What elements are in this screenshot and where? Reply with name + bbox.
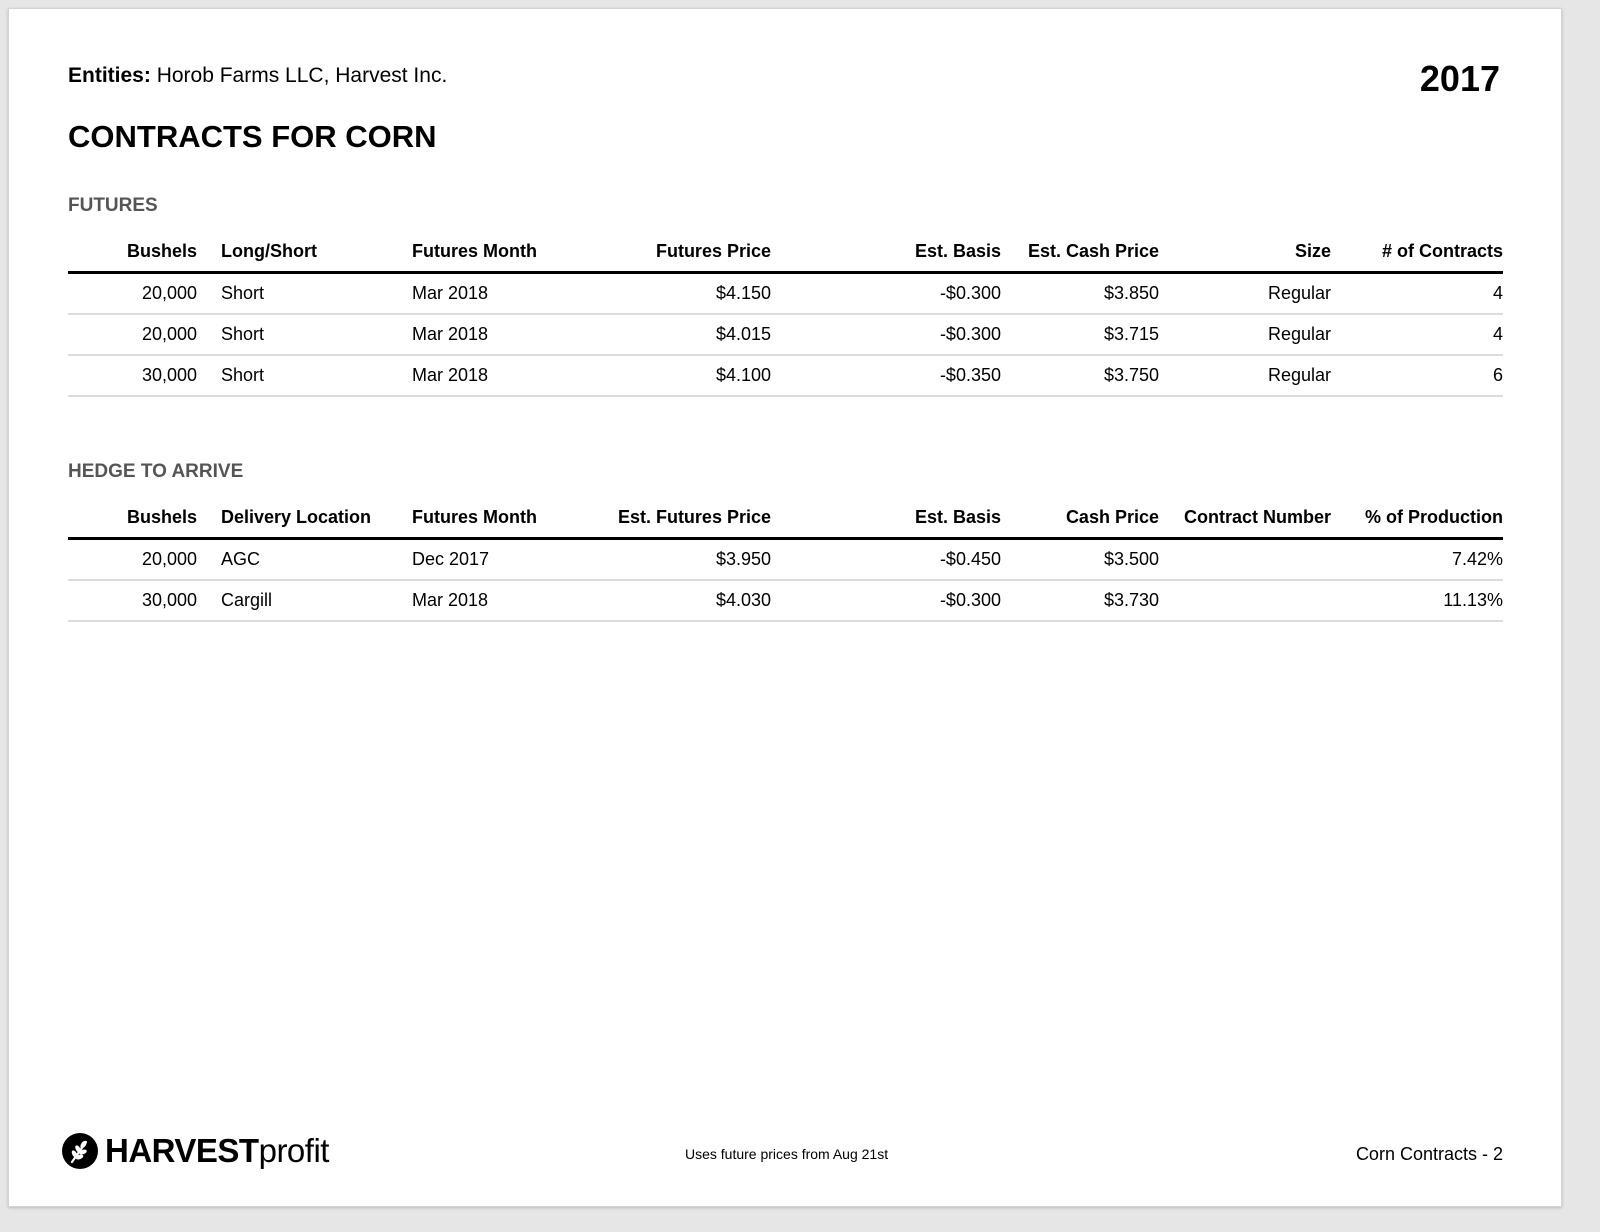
- column-header: Est. Basis: [914, 507, 1001, 527]
- page-label: Corn Contracts - 2: [1355, 1144, 1503, 1164]
- wheat-leaf-icon: [61, 1132, 99, 1170]
- column-header: Futures Price: [655, 241, 771, 261]
- hta-table: [68, 502, 1503, 622]
- column-header: Futures Month: [412, 507, 537, 527]
- delivery-location-cell: AGC: [221, 549, 261, 569]
- column-header: Bushels: [126, 507, 197, 527]
- est-futures-price-cell: $3.950: [715, 549, 771, 569]
- table-header-row: [68, 236, 1503, 274]
- table-row: [68, 581, 1503, 622]
- contracts-count-cell: 6: [1492, 365, 1503, 385]
- production-percent-cell: 11.13%: [1443, 590, 1503, 610]
- column-header: Size: [1294, 241, 1331, 261]
- delivery-location-cell: Cargill: [221, 590, 273, 610]
- contracts-count-cell: 4: [1492, 324, 1503, 344]
- entities-line: [68, 63, 447, 89]
- column-header: % of Production: [1365, 507, 1503, 527]
- est-futures-price-cell: $4.030: [715, 590, 771, 610]
- futures-price-cell: $4.100: [715, 365, 771, 385]
- futures-month-cell: Dec 2017: [412, 549, 490, 569]
- size-cell: Regular: [1267, 283, 1331, 303]
- est-basis-cell: -$0.300: [939, 590, 1001, 610]
- est-basis-cell: -$0.300: [939, 283, 1001, 303]
- column-header: Futures Month: [412, 241, 537, 261]
- entities-label: Entities:: [68, 64, 151, 87]
- cash-price-cell: $3.730: [1103, 590, 1159, 610]
- table-header-row: [68, 502, 1503, 540]
- est-basis-cell: -$0.300: [939, 324, 1001, 344]
- long-short-cell: Short: [221, 283, 265, 303]
- column-header: Bushels: [126, 241, 197, 261]
- long-short-cell: Short: [221, 365, 265, 385]
- futures-month-cell: Mar 2018: [412, 590, 489, 610]
- contracts-count-cell: 4: [1492, 283, 1503, 303]
- table-row: [68, 356, 1503, 397]
- table-row: [68, 315, 1503, 356]
- futures-month-cell: Mar 2018: [412, 365, 489, 385]
- bushels-cell: 20,000: [141, 324, 197, 344]
- column-header: Contract Number: [1183, 507, 1331, 527]
- futures-section-title: FUTURES: [68, 195, 158, 216]
- entities-value: Horob Farms LLC, Harvest Inc.: [156, 64, 448, 87]
- est-cash-price-cell: $3.750: [1103, 365, 1159, 385]
- futures-month-cell: Mar 2018: [412, 283, 489, 303]
- est-basis-cell: -$0.350: [939, 365, 1001, 385]
- cash-price-cell: $3.500: [1103, 549, 1159, 569]
- brand-name: [105, 1131, 329, 1171]
- report-page: [8, 8, 1562, 1207]
- brand-light: profit: [258, 1132, 329, 1169]
- est-basis-cell: -$0.450: [939, 549, 1001, 569]
- bushels-cell: 30,000: [141, 590, 197, 610]
- column-header: Delivery Location: [221, 507, 372, 527]
- futures-price-cell: $4.015: [715, 324, 771, 344]
- column-header: # of Contracts: [1381, 241, 1503, 261]
- page-title: CONTRACTS FOR CORN: [68, 119, 437, 154]
- column-header: Long/Short: [221, 241, 317, 261]
- harvestprofit-logo: [61, 1131, 329, 1171]
- est-cash-price-cell: $3.850: [1103, 283, 1159, 303]
- production-percent-cell: 7.42%: [1451, 549, 1503, 569]
- futures-price-cell: $4.150: [715, 283, 771, 303]
- long-short-cell: Short: [221, 324, 265, 344]
- bushels-cell: 20,000: [141, 549, 197, 569]
- footer-note: Uses future prices from Aug 21st: [685, 1146, 889, 1162]
- hta-section-title: HEDGE TO ARRIVE: [68, 461, 244, 482]
- report-year: 2017: [1419, 58, 1500, 99]
- table-row: [68, 274, 1503, 315]
- brand-bold: HARVEST: [105, 1132, 259, 1169]
- column-header: Cash Price: [1065, 507, 1159, 527]
- est-cash-price-cell: $3.715: [1103, 324, 1159, 344]
- size-cell: Regular: [1267, 324, 1331, 344]
- futures-table: [68, 236, 1503, 397]
- futures-month-cell: Mar 2018: [412, 324, 489, 344]
- column-header: Est. Cash Price: [1027, 241, 1159, 261]
- bushels-cell: 30,000: [141, 365, 197, 385]
- size-cell: Regular: [1267, 365, 1331, 385]
- column-header: Est. Futures Price: [617, 507, 771, 527]
- column-header: Est. Basis: [914, 241, 1001, 261]
- bushels-cell: 20,000: [141, 283, 197, 303]
- table-row: [68, 540, 1503, 581]
